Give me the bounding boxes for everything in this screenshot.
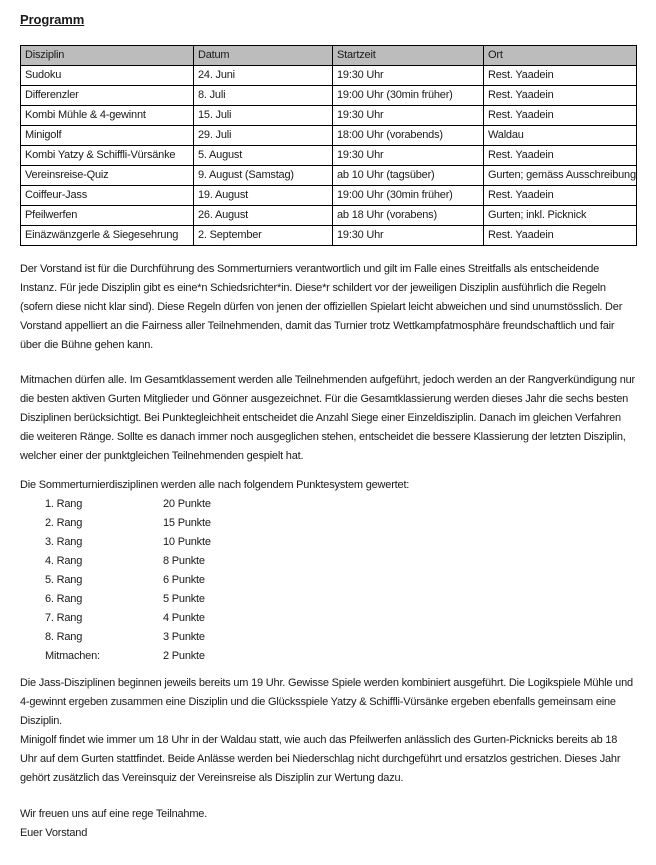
points-value: 5 Punkte (163, 593, 205, 605)
cell-startzeit: ab 10 Uhr (tagsüber) (333, 166, 484, 186)
closing-block (20, 805, 636, 843)
program-table (20, 45, 637, 246)
closing-line-vorstand: Euer Vorstand (20, 827, 88, 839)
cell-disziplin: Einäzwänzgerle & Siegesehrung (21, 226, 194, 246)
points-rank-label: 7. Rang (45, 612, 83, 624)
cell-disziplin: Kombi Mühle & 4-gewinnt (21, 106, 194, 126)
table-row (21, 66, 637, 86)
points-row (20, 533, 636, 552)
page-title: Programm (20, 12, 85, 27)
cell-disziplin: Minigolf (21, 126, 194, 146)
closing-line-teilnahme: Wir freuen uns auf eine rege Teilnahme. (20, 808, 208, 820)
points-rank-label: Mitmachen: (45, 650, 100, 662)
points-row (20, 628, 636, 647)
table-row (21, 126, 637, 146)
paragraph-vorstand: Der Vorstand ist für die Durchführung des Sommerturniers verantwortlich und gilt im Falle eines Streitfalls als entscheidende Instanz. Für jede Disziplin gibt es eine*n Schiedsrichter*in. Diese*r schildert vor der jeweiligen Disziplin ausführlich die Regeln (sofern diese nicht klar sind). Diese Regeln dürfen von jenen der offiziellen Spielart leicht abweichen und sind unumstösslich. Der Vorstand appelliert an die Fairness aller Teilnehmenden, damit das Turnier trotz Wettkampfatmosphäre freundschaftlich und fair über die Bühne gehen kann. (20, 263, 623, 351)
paragraph-jass: Die Jass-Disziplinen beginnen jeweils bereits um 19 Uhr. Gewisse Spiele werden kombiniert ausgeführt. Die Logikspiele Mühle und 4-gewinnt ergeben zusammen eine Disziplin und die Glücksspiele Yatzy & Schiffli-Vürsänke ergeben ebenfalls gemeinsam eine Disziplin. (20, 677, 633, 727)
points-value: 10 Punkte (163, 536, 211, 548)
table-row (21, 86, 637, 106)
cell-datum: 19. August (194, 186, 333, 206)
cell-datum: 29. Juli (194, 126, 333, 146)
cell-startzeit: 19:30 Uhr (333, 146, 484, 166)
cell-datum: 26. August (194, 206, 333, 226)
cell-ort: Rest. Yaadein (484, 66, 637, 86)
paragraph-minigolf: Minigolf findet wie immer um 18 Uhr in der Waldau statt, wie auch das Pfeilwerfen anlässlich des Gurten-Picknicks bereits ab 18 Uhr auf dem Gurten stattfindet. Beide Anlässe werden bei Niederschlag nicht durchgeführt und ersatzlos gestrichen. Dieses Jahr gehört zusätzlich das Vereinsquiz der Vereinsreise als Disziplin zur Wertung dazu. (20, 734, 621, 784)
points-value: 2 Punkte (163, 650, 205, 662)
points-row (20, 609, 636, 628)
points-row (20, 552, 636, 571)
cell-startzeit: 19:00 Uhr (30min früher) (333, 86, 484, 106)
column-header-disziplin: Disziplin (21, 46, 194, 66)
points-rank-label: 4. Rang (45, 555, 83, 567)
cell-datum: 9. August (Samstag) (194, 166, 333, 186)
points-row (20, 495, 636, 514)
points-value: 3 Punkte (163, 631, 205, 643)
table-row (21, 186, 637, 206)
points-row (20, 571, 636, 590)
cell-ort: Rest. Yaadein (484, 186, 637, 206)
column-header-ort: Ort (484, 46, 637, 66)
cell-ort: Rest. Yaadein (484, 106, 637, 126)
cell-disziplin: Vereinsreise-Quiz (21, 166, 194, 186)
cell-datum: 24. Juni (194, 66, 333, 86)
cell-ort: Rest. Yaadein (484, 146, 637, 166)
cell-ort: Gurten; inkl. Picknick (484, 206, 637, 226)
cell-startzeit: ab 18 Uhr (vorabens) (333, 206, 484, 226)
points-row (20, 647, 636, 666)
table-row (21, 226, 637, 246)
cell-startzeit: 19:30 Uhr (333, 66, 484, 86)
table-header-row (21, 46, 637, 66)
cell-startzeit: 19:30 Uhr (333, 226, 484, 246)
table-row (21, 106, 637, 126)
cell-ort: Gurten; gemäss Ausschreibung (484, 166, 637, 186)
cell-ort: Rest. Yaadein (484, 86, 637, 106)
table-row (21, 166, 637, 186)
cell-disziplin: Coiffeur-Jass (21, 186, 194, 206)
points-rank-label: 8. Rang (45, 631, 83, 643)
points-rank-label: 1. Rang (45, 498, 83, 510)
table-row (21, 146, 637, 166)
cell-startzeit: 19:00 Uhr (30min früher) (333, 186, 484, 206)
points-rank-label: 5. Rang (45, 574, 83, 586)
points-value: 6 Punkte (163, 574, 205, 586)
cell-datum: 2. September (194, 226, 333, 246)
column-header-datum: Datum (194, 46, 333, 66)
cell-datum: 8. Juli (194, 86, 333, 106)
cell-disziplin: Sudoku (21, 66, 194, 86)
points-rank-label: 3. Rang (45, 536, 83, 548)
points-value: 15 Punkte (163, 517, 211, 529)
cell-disziplin: Differenzler (21, 86, 194, 106)
points-value: 8 Punkte (163, 555, 205, 567)
points-intro: Die Sommerturnierdisziplinen werden alle nach folgendem Punktesystem gewertet: (20, 479, 410, 491)
table-row (21, 206, 637, 226)
points-rank-label: 6. Rang (45, 593, 83, 605)
points-value: 4 Punkte (163, 612, 205, 624)
cell-startzeit: 18:00 Uhr (vorabends) (333, 126, 484, 146)
cell-ort: Rest. Yaadein (484, 226, 637, 246)
cell-datum: 5. August (194, 146, 333, 166)
cell-disziplin: Kombi Yatzy & Schiffli-Vürsänke (21, 146, 194, 166)
points-value: 20 Punkte (163, 498, 211, 510)
cell-datum: 15. Juli (194, 106, 333, 126)
points-list (20, 495, 636, 666)
cell-disziplin: Pfeilwerfen (21, 206, 194, 226)
cell-ort: Waldau (484, 126, 637, 146)
points-rank-label: 2. Rang (45, 517, 83, 529)
column-header-startzeit: Startzeit (333, 46, 484, 66)
points-row (20, 514, 636, 533)
cell-startzeit: 19:30 Uhr (333, 106, 484, 126)
paragraph-mitmachen: Mitmachen dürfen alle. Im Gesamtklassement werden alle Teilnehmenden aufgeführt, jedoch werden an der Rangverkündigung nur die besten aktiven Gurten Mitglieder und Gönner ausgezeichnet. Für die Gesamtklassierung werden dieses Jahr die sechs besten Disziplinen berücksichtigt. Bei Punktegleichheit entscheidet die Anzahl Siege einer Einzeldisziplin. Danach im gleichen Verfahren die weiteren Ränge. Sollte es danach immer noch ausgeglichen stehen, entscheidet die bessere Klassierung der letzten Disziplin, welcher einer der punktgleichen Teilnehmenden gespielt hat. (20, 374, 635, 462)
paragraph-block-spielzeiten (20, 674, 636, 788)
points-row (20, 590, 636, 609)
